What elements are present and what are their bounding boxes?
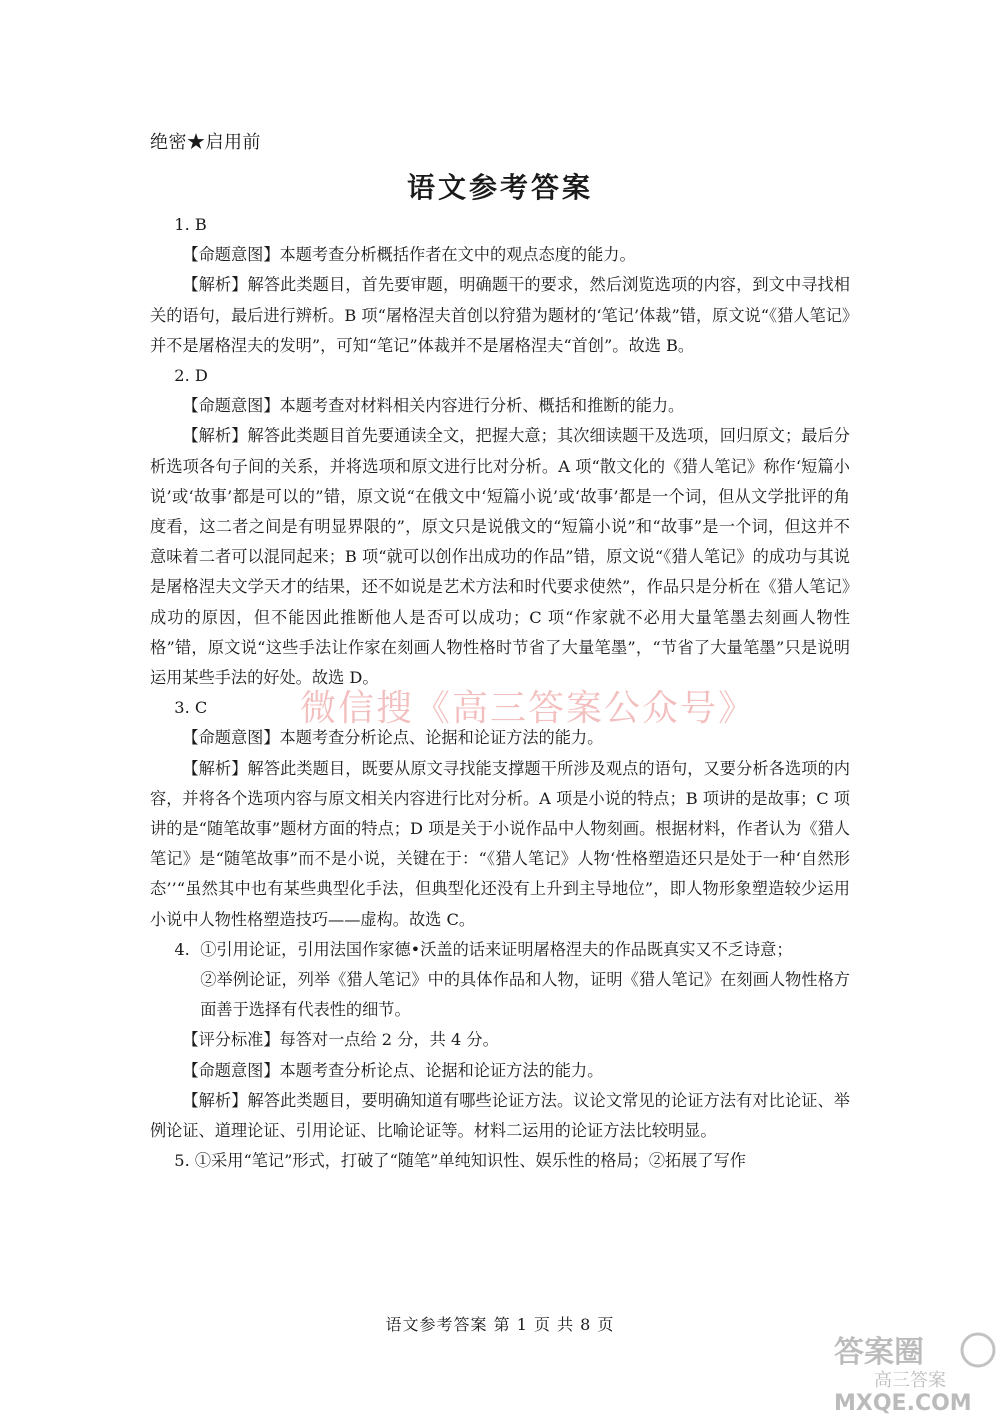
q4-answer-1-text: ①引用论证，引用法国作家德•沃盖的话来证明屠格涅夫的作品既真实又不乏诗意； bbox=[200, 939, 793, 959]
q4-scoring: 【评分标准】每答对一点给 2 分，共 4 分。 bbox=[182, 1030, 499, 1050]
q3-analysis: 【解析】解答此类题目，既要从原文寻找能支撑题干所涉及观点的语句，又要分析各选项的内容，并将各个选项内容与原文相关内容进行比对分析。A 项是小说的特点；B 项讲的是故事；C 项讲的是“随笔故事”题材方面的特点；D 项是关于小说作品中人物刻画。根据材料，作者认为《猎人笔记》是“随笔故事”而不是小说，关键在于：“《猎人笔记》人物‘性格塑造还只是处于一种‘自然形态’’“虽然其中也有某些典型化手法，但典型化还没有上升到主导地位”，即人物形象塑造较少运用小说中人物性格塑造技巧——虚构。故选 C。 bbox=[150, 758, 850, 929]
logo-site-text: MXQE.COM bbox=[834, 1391, 972, 1414]
q2-answer: 2. D bbox=[174, 366, 208, 386]
q1-answer: 1. B bbox=[174, 215, 207, 234]
q5-answer: 5. ①采用“笔记”形式，打破了“随笔”单纯知识性、娱乐性的格局；②拓展了写作 bbox=[174, 1151, 746, 1171]
logo-tag-text: 高三答案 bbox=[874, 1370, 946, 1391]
watermark-text: 微信搜《高三答案公众号》 bbox=[300, 688, 757, 729]
q4-answer-2: ②举例论证，列举《猎人笔记》中的具体作品和人物，证明《猎人笔记》在刻画人物性格方面善于选择有代表性的细节。 bbox=[200, 970, 850, 1020]
q1-intent: 【命题意图】本题考查分析概括作者在文中的观点态度的能力。 bbox=[182, 245, 636, 265]
page-footer: 语文参考答案 第 1 页 共 8 页 bbox=[385, 1315, 615, 1334]
q2-analysis: 【解析】解答此类题目首先要通读全文，把握大意；其次细读题干及选项，回归原文；最后分析选项各句子间的关系，并将选项和原文进行比对分析。A 项“散文化的《猎人笔记》称作‘短篇小说’或‘故事’都是可以的”错，原文说“在俄文中‘短篇小说’或‘故事’都是一个词，但从文学批评的角度看，这二者之间是有明显界限的”，原文只是说俄文的“短篇小说”和“故事”是一个词，但这并不意味着二者可以混同起来；B 项“就可以创作出成功的作品”错，原文说“《猎人笔记》的成功与其说是屠格涅夫文学天才的结果，还不如说是艺术方法和时代要求使然”，作品只是分析在《猎人笔记》成功的原因，但不能因此推断他人是否可以成功；C 项“作家就不必用大量笔墨去刻画人物性格”错，原文说“这些手法让作家在刻画人物性格时节省了大量笔墨”，“节省了大量笔墨”只是说明运用某些手法的好处。故选 D。 bbox=[150, 426, 850, 688]
q1-analysis: 【解析】解答此类题目，首先要审题，明确题干的要求，然后浏览选项的内容，到文中寻找相关的语句，最后进行辨析。B 项“屠格涅夫首创以狩猎为题材的‘笔记’体裁”错，原文说“《猎人笔记》并不是屠格涅夫的发明”，可知“笔记”体裁并不是屠格涅夫“首创”。故选 B。 bbox=[150, 275, 850, 355]
page-title: 语文参考答案 bbox=[406, 171, 593, 204]
site-logo bbox=[830, 1328, 1000, 1414]
q2-intent: 【命题意图】本题考查对材料相关内容进行分析、概括和推断的能力。 bbox=[182, 396, 685, 416]
q4-intent: 【命题意图】本题考查分析论点、论据和论证方法的能力。 bbox=[182, 1060, 604, 1080]
logo-top-text: 答案圈 bbox=[834, 1335, 924, 1370]
q4-answer-1 bbox=[150, 935, 850, 965]
confidential-mark: 绝密★启用前 bbox=[150, 132, 261, 153]
q3-intent: 【命题意图】本题考查分析论点、论据和论证方法的能力。 bbox=[182, 728, 604, 748]
q4-number: 4. bbox=[174, 939, 190, 959]
logo-circle-icon bbox=[962, 1334, 994, 1366]
q3-answer: 3. C bbox=[174, 698, 208, 718]
q4-analysis: 【解析】解答此类题目，要明确知道有哪些论证方法。议论文常见的论证方法有对比论证、举例论证、道理论证、引用论证、比喻论证等。材料二运用的论证方法比较明显。 bbox=[150, 1090, 850, 1141]
